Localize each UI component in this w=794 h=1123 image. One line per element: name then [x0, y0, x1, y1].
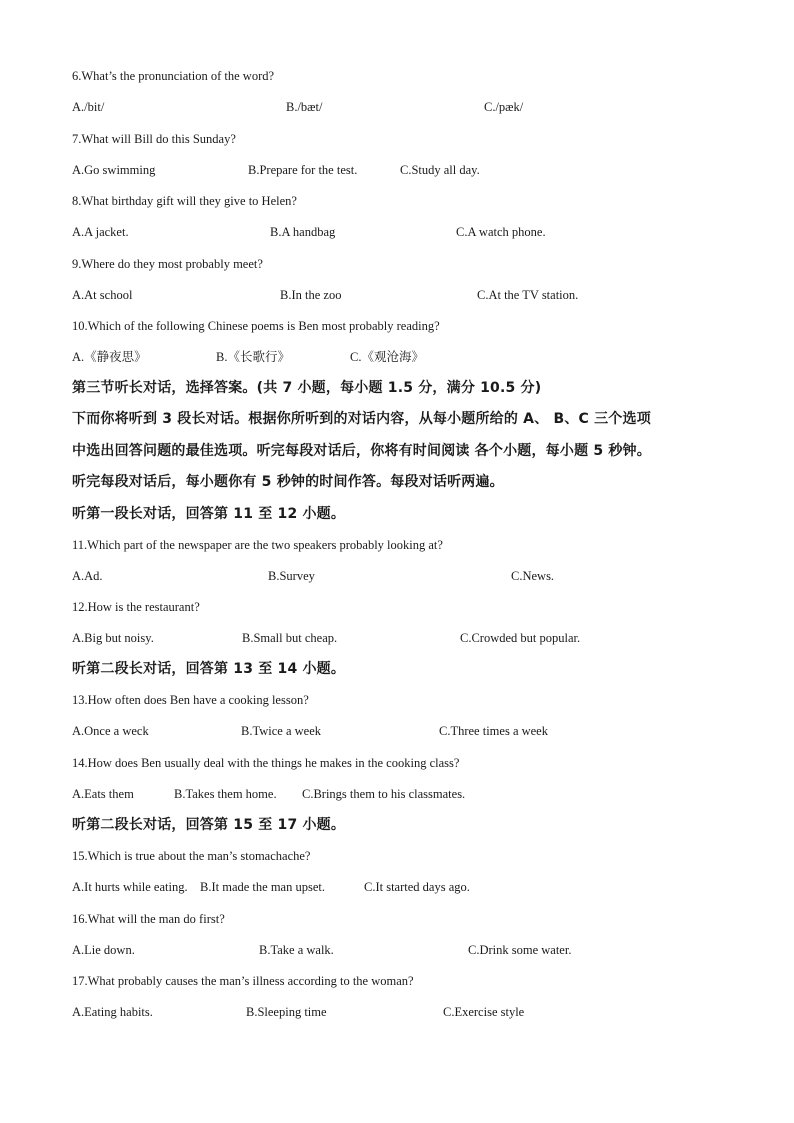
- q11-option-b: B.Survey: [268, 569, 315, 583]
- q14-option-c: C.Brings them to his classmates.: [302, 787, 466, 801]
- question-12: 12.How is the restaurant?: [72, 600, 200, 614]
- q14-option-a: A.Eats them: [72, 787, 134, 801]
- section-3-instructions-line-2: 中选出回答问题的最佳选项。听完每段对话后，你将有时间阅读 各个小题，每小题 5 秒钟。: [72, 443, 651, 459]
- q9-option-a: A.At school: [72, 288, 133, 302]
- dialog-1-heading: 听第一段长对话，回答第 11 至 12 小题。: [72, 506, 346, 522]
- q12-option-c: C.Crowded but popular.: [460, 631, 581, 645]
- q7-option-a: A.Go swimming: [72, 163, 156, 177]
- q7-option-c: C.Study all day.: [400, 163, 480, 177]
- q12-option-b: B.Small but cheap.: [242, 631, 338, 645]
- q14-option-b: B.Takes them home.: [174, 787, 277, 801]
- q6-option-c: C./pæk/: [484, 100, 524, 114]
- question-17: 17.What probably causes the man’s illness according to the woman?: [72, 974, 414, 988]
- q15-option-c: C.It started days ago.: [364, 880, 470, 894]
- question-14: 14.How does Ben usually deal with the things he makes in the cooking class?: [72, 756, 460, 770]
- q13-option-b: B.Twice a week: [241, 724, 321, 738]
- question-7: 7.What will Bill do this Sunday?: [72, 132, 236, 146]
- q9-option-b: B.In the zoo: [280, 288, 342, 302]
- q17-option-a: A.Eating habits.: [72, 1005, 153, 1019]
- section-3-instructions-line-3: 听完每段对话后，每小题你有 5 秒钟的时间作答。每段对话听两遍。: [72, 474, 504, 490]
- q11-option-c: C.News.: [511, 569, 555, 583]
- question-16: 16.What will the man do first?: [72, 912, 225, 926]
- question-11: 11.Which part of the newspaper are the two speakers probably looking at?: [72, 538, 443, 552]
- question-9: 9.Where do they most probably meet?: [72, 257, 263, 271]
- q16-option-c: C.Drink some water.: [468, 943, 572, 957]
- q6-option-a: A./bit/: [72, 100, 105, 114]
- section-3-title: 第三节听长对话，选择答案。(共 7 小题，每小题 1.5 分，满分 10.5 分): [72, 380, 542, 396]
- q9-option-c: C.At the TV station.: [477, 288, 579, 302]
- section-3-instructions-line-1: 下而你将听到 3 段长对话。根据你所听到的对话内容，从每小题所给的 A、 B、C 三个选项: [72, 411, 651, 427]
- q17-option-c: C.Exercise style: [443, 1005, 525, 1019]
- q13-option-c: C.Three times a week: [439, 724, 548, 738]
- q8-option-b: B.A handbag: [270, 225, 336, 239]
- dialog-2-heading: 听第二段长对话，回答第 13 至 14 小题。: [72, 661, 346, 677]
- dialog-3-heading: 听第二段长对话，回答第 15 至 17 小题。: [72, 817, 346, 833]
- q8-option-c: C.A watch phone.: [456, 225, 546, 239]
- q16-option-a: A.Lie down.: [72, 943, 135, 957]
- q15-option-b: B.It made the man upset.: [200, 880, 325, 894]
- question-15: 15.Which is true about the man’s stomachache?: [72, 849, 311, 863]
- question-6: 6.What’s the pronunciation of the word?: [72, 69, 275, 83]
- q17-option-b: B.Sleeping time: [246, 1005, 327, 1019]
- question-8: 8.What birthday gift will they give to Helen?: [72, 194, 297, 208]
- q15-option-a: A.It hurts while eating.: [72, 880, 188, 894]
- q10-option-b: B.《长歌行》: [216, 350, 290, 364]
- q10-option-c: C.《观沧海》: [350, 350, 424, 364]
- q12-option-a: A.Big but noisy.: [72, 631, 154, 645]
- q8-option-a: A.A jacket.: [72, 225, 129, 239]
- question-10: 10.Which of the following Chinese poems is Ben most probably reading?: [72, 319, 440, 333]
- q13-option-a: A.Once a weck: [72, 724, 149, 738]
- q7-option-b: B.Prepare for the test.: [248, 163, 358, 177]
- q11-option-a: A.Ad.: [72, 569, 103, 583]
- q6-option-b: B./bæt/: [286, 100, 323, 114]
- question-13: 13.How often does Ben have a cooking lesson?: [72, 693, 309, 707]
- q10-option-a: A.《静夜思》: [72, 350, 147, 364]
- q16-option-b: B.Take a walk.: [259, 943, 334, 957]
